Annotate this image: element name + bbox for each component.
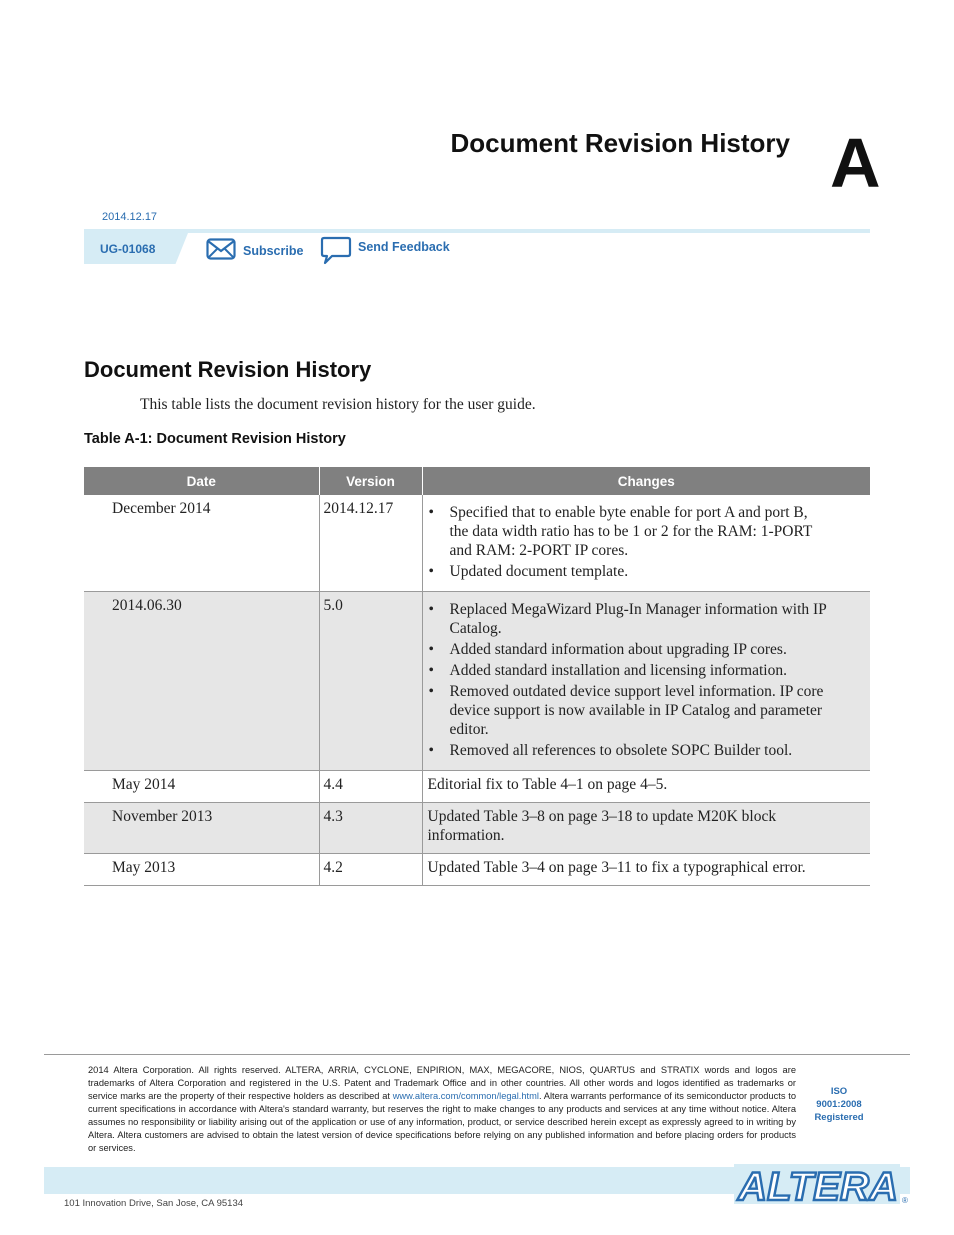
section-heading: Document Revision History [84,357,372,382]
changes-cell [422,495,870,592]
date-cell: November 2013 [84,803,319,854]
company-address: 101 Innovation Drive, San Jose, CA 95134 [64,1198,244,1209]
list-item: • Added standard installation and licensing information. [450,661,831,680]
changes-list [428,600,831,760]
document-id: UG-01068 [100,242,156,256]
list-item: • Removed outdated device support level information. IP core device support is now available in IP Catalog and parameter editor. [450,682,831,739]
revision-history-table [84,467,870,886]
table-row [84,803,870,854]
column-header-version: Version [319,467,422,495]
date-cell: 2014.06.30 [84,592,319,771]
list-item: • Replaced MegaWizard Plug-In Manager information with IP Catalog. [450,600,831,638]
list-item: • Removed all references to obsolete SOPC Builder tool. [450,741,831,760]
send-feedback-link[interactable]: Send Feedback [358,240,450,254]
speech-bubble-icon[interactable] [320,236,352,271]
altera-logo [734,1162,910,1211]
chapter-letter: A [830,124,881,202]
version-cell: 4.3 [319,803,422,854]
column-header-date: Date [84,467,319,495]
iso-line: ISO [830,1086,848,1097]
chapter-title: Document Revision History [450,128,790,158]
version-cell: 2014.12.17 [319,495,422,592]
footer-rule [44,1054,910,1055]
iso-line: 9001:2008 [816,1099,862,1110]
legal-text-start: 2014 Altera Corporation. All rights reserved. ALTERA, ARRIA, CYCLONE, ENPIRION, MAX, MEGACORE, NIOS, QUARTUS and STRATIX words and logos are trademarks of Altera Corporation and registered in the U.S. Patent and Trademark Office and in other countries. All other words and logos identified as trademarks or service marks are the property of their respective holders as described at [88,1065,796,1101]
changes-cell [422,592,870,771]
legal-text-end: . Altera warrants performance of its semiconductor products to current specifications in accordance with Altera's standard warranty, but reserves the right to make changes to any products and services at any time without notice. Altera assumes no responsibility or liability arising out of the application or use of any information, product, or service described herein except as expressly agreed to in writing by Altera. Altera customers are advised to obtain the latest version of device specifications before relying on any published information and before placing orders for products or services. [88,1091,796,1153]
changes-cell: Updated Table 3–4 on page 3–11 to fix a typographical error. [422,854,870,886]
version-cell: 4.2 [319,854,422,886]
changes-cell: Editorial fix to Table 4–1 on page 4–5. [422,771,870,803]
changes-list [428,503,831,581]
svg-text:®: ® [902,1196,908,1205]
legal-notice [88,1064,796,1155]
envelope-icon[interactable] [206,238,236,265]
iso-line: Registered [814,1112,864,1123]
document-date: 2014.12.17 [102,211,158,223]
list-item: • Added standard information about upgrading IP cores. [450,640,831,659]
list-item: • Specified that to enable byte enable for port A and port B, the data width ratio has to be 1 or 2 for the RAM: 1-PORT and RAM: 2-PORT IP cores. [450,503,831,560]
subscribe-link[interactable]: Subscribe [243,244,304,258]
svg-text:ALTERA: ALTERA [736,1165,898,1206]
table-row [84,771,870,803]
table-row [84,854,870,886]
date-cell: December 2014 [84,495,319,592]
table-row [84,495,870,592]
header-rule [84,229,870,233]
list-item: • Updated document template. [450,562,831,581]
table-caption: Table A-1: Document Revision History [84,431,346,447]
version-cell: 4.4 [319,771,422,803]
legal-link[interactable]: www.altera.com/common/legal.html [392,1091,539,1101]
table-row [84,592,870,771]
date-cell: May 2014 [84,771,319,803]
table-header-row [84,467,870,495]
iso-badge[interactable] [808,1085,870,1124]
changes-cell: Updated Table 3–8 on page 3–18 to update M20K block information. [422,803,870,854]
version-cell: 5.0 [319,592,422,771]
intro-paragraph: This table lists the document revision history for the user guide. [140,396,536,413]
date-cell: May 2013 [84,854,319,886]
column-header-changes: Changes [422,467,870,495]
